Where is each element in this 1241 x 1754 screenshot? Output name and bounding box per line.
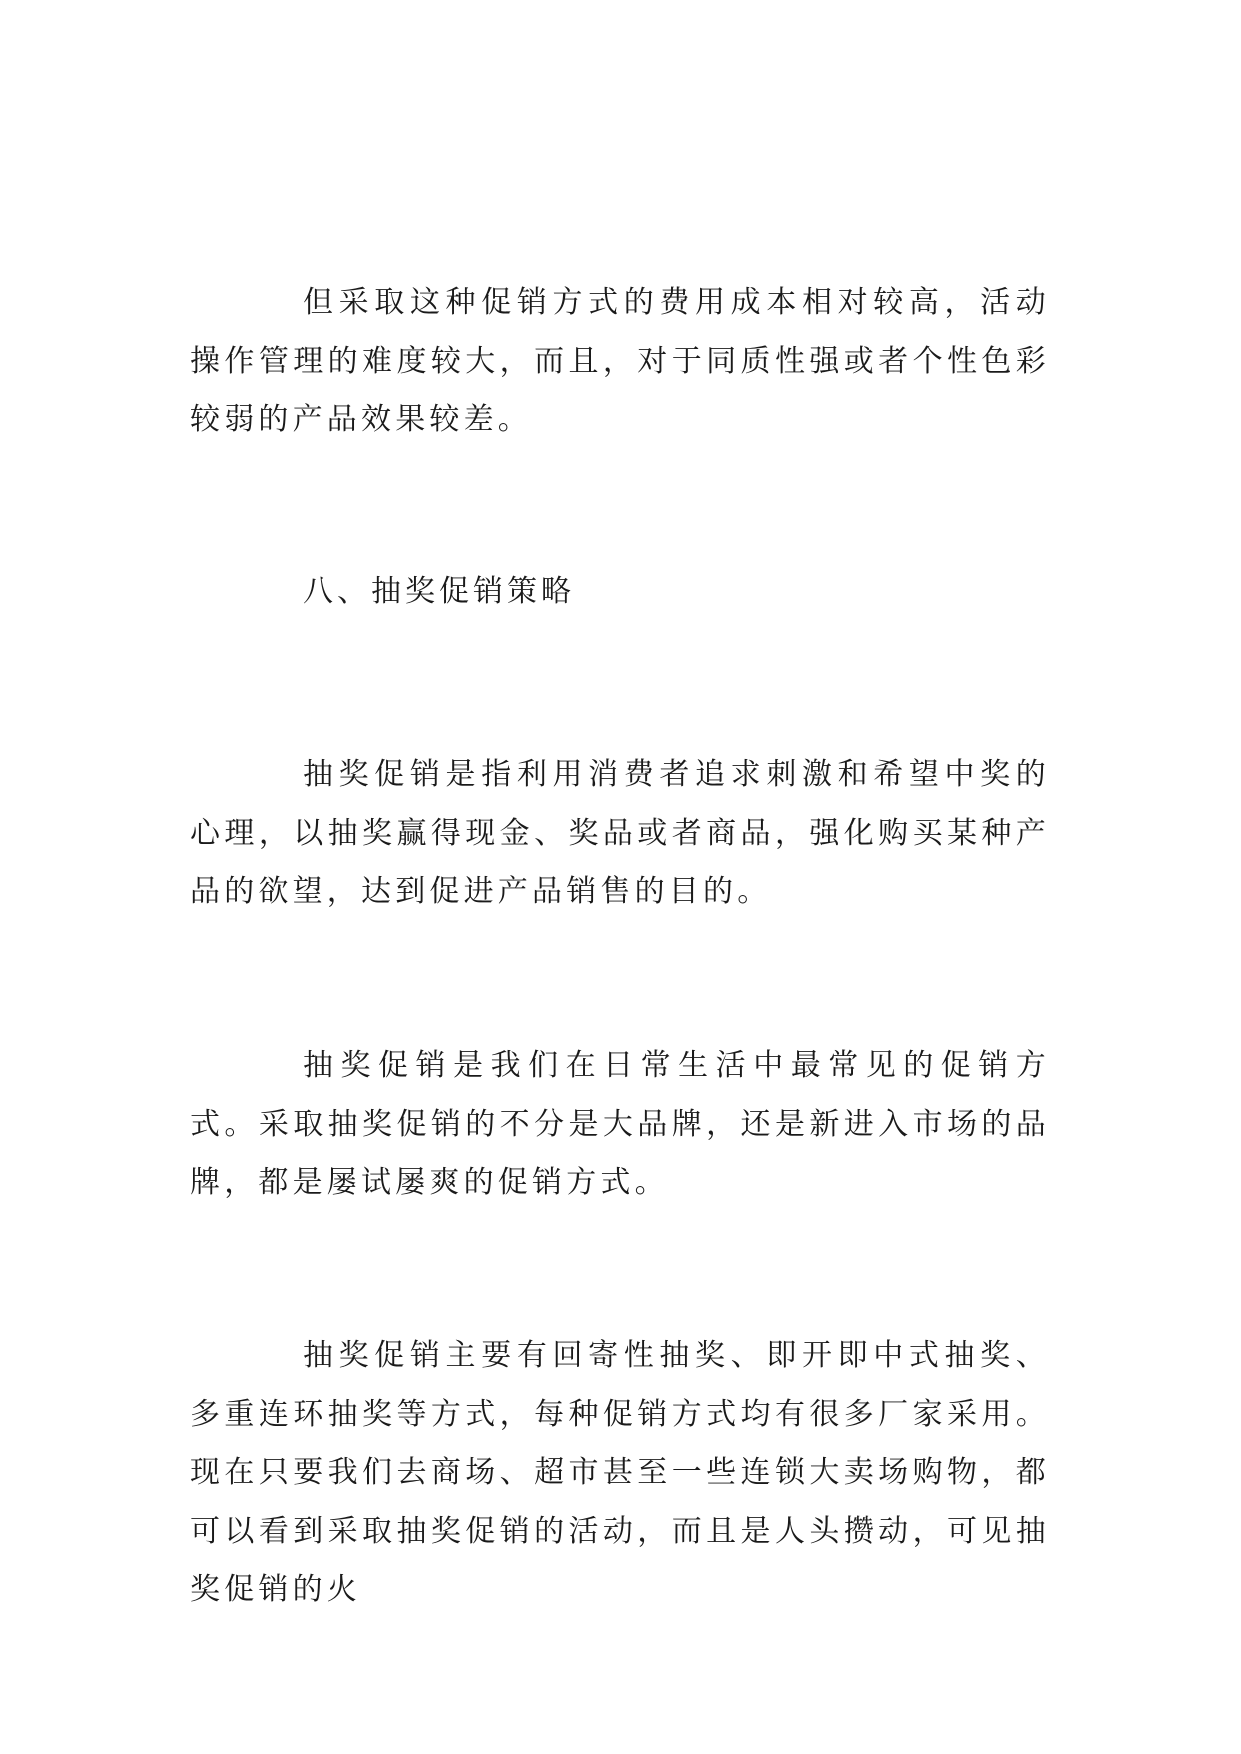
body-paragraph: 抽奖促销主要有回寄性抽奖、即开即中式抽奖、多重连环抽奖等方式，每种促销方式均有很多厂家采用。现在只要我们去商场、超市甚至一些连锁大卖场购物，都可以看到采取抽奖促销的活动，而且是人头攒动，可见抽奖促销的火: [190, 1338, 1050, 1607]
section-heading: 八、抽奖促销策略: [303, 574, 575, 609]
body-paragraph: 抽奖促销是我们在日常生活中最常见的促销方式。采取抽奖促销的不分是大品牌，还是新进入市场的品牌，都是屡试屡爽的促销方式。: [190, 1048, 1050, 1200]
body-paragraph: 但采取这种促销方式的费用成本相对较高，活动操作管理的难度较大，而且，对于同质性强或者个性色彩较弱的产品效果较差。: [190, 285, 1050, 437]
body-paragraph: 抽奖促销是指利用消费者追求刺激和希望中奖的心理，以抽奖赢得现金、奖品或者商品，强化购买某种产品的欲望，达到促进产品销售的目的。: [190, 757, 1050, 909]
